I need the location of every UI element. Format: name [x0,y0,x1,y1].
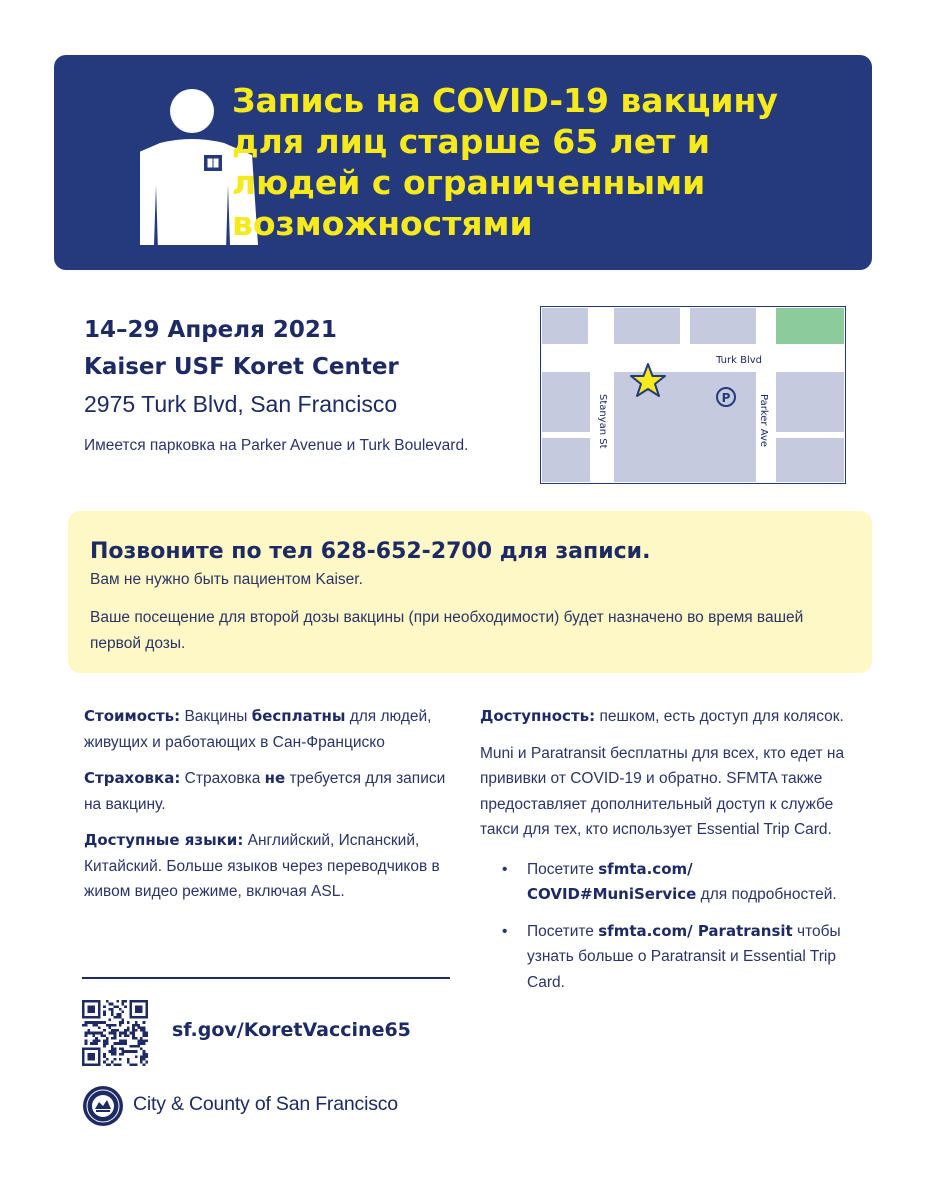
map-block [614,372,756,482]
cost-text: Вакцины [180,708,252,725]
bullet-text: Посетите [527,860,599,878]
map-block [614,308,680,344]
sfmta-paratransit-link[interactable]: sfmta.com/ Paratransit [598,921,793,940]
qr-code-icon[interactable] [82,1000,148,1066]
bullet-text: для подробностей. [696,886,837,903]
map-park [776,308,844,344]
map-block [690,308,756,344]
cost-text: для людей, живущих и работающих в Сан-Франциско [84,708,432,751]
event-address: 2975 Turk Blvd, San Francisco [84,391,398,417]
bullet-text: чтобы узнать больше о Paratransit и Essential Trip Card. [527,922,841,991]
cost-paragraph [84,704,454,755]
languages-text: Английский, Испанский, Китайский. Больше языков через переводчиков в живом видео режиме, включая ASL. [84,832,440,900]
banner-title-line: для лиц старше 65 лет и [232,122,710,161]
street-label-parker: Parker Ave [758,394,769,448]
muni-paragraph: Muni и Paratransit бесплатны для всех, кто едет на прививки от COVID-19 и обратно. SFMTA также предоставляет дополнительный доступ к службе такси для тех, кто использует Essential Trip Card. [480,744,845,838]
call-subtitle: Вам не нужно быть пациентом Kaiser. [90,571,363,588]
location-map [540,306,846,484]
banner-title [232,80,852,244]
list-item [480,857,850,908]
divider [82,977,450,979]
access-column [480,704,850,1006]
info-column [84,704,454,916]
map-block [776,372,844,432]
sfmta-covid-link[interactable]: sfmta.com/ COVID#MuniService [527,859,697,903]
map-block [542,308,588,344]
map-block [542,372,590,432]
languages-paragraph [84,828,454,905]
parking-note: Имеется парковка на Parker Avenue и Turk Boulevard. [84,437,469,454]
insurance-label: Страховка: [84,769,181,787]
banner-title-line: людей с ограниченными [232,163,706,202]
insurance-bold: не [264,769,286,787]
event-info [84,312,504,458]
website-link[interactable]: sf.gov/KoretVaccine65 [172,1019,411,1041]
accessibility-paragraph [480,704,850,730]
street-label-turk: Turk Blvd [716,355,762,366]
call-title: Позвоните по тел 628-652-2700 для записи. [90,539,651,564]
sfmta-links [480,857,850,996]
list-item [480,919,850,996]
street-label-stanyan: Stanyan St [597,394,608,449]
map-block [776,438,844,482]
languages-label: Доступные языки: [84,831,244,849]
second-dose-note: Ваше посещение для второй дозы вакцины (при необходимости) будет назначено во время вашей первой дозы. [90,609,804,652]
insurance-text: требуется для записи на вакцину. [84,770,446,813]
event-venue: Kaiser USF Koret Center [84,354,399,380]
accessibility-label: Доступность: [480,707,596,725]
bullet-text: Посетите [527,922,599,940]
accessibility-text: пешком, есть доступ для колясок. [595,708,844,725]
insurance-paragraph [84,766,454,817]
parking-symbol: P [721,391,731,405]
call-to-book-box [68,511,872,673]
insurance-text: Страховка [180,770,265,787]
city-name: City & County of San Francisco [133,1093,398,1115]
cost-label: Стоимость: [84,707,181,725]
banner-title-line: возможностями [232,204,533,243]
event-dates: 14–29 Апреля 2021 [84,317,337,343]
map-block [542,438,590,482]
banner-title-line: Запись на COVID-19 вакцину [232,81,778,120]
cost-bold: бесплатны [251,707,346,725]
city-seal-icon [82,1085,124,1127]
header-banner [54,55,872,270]
